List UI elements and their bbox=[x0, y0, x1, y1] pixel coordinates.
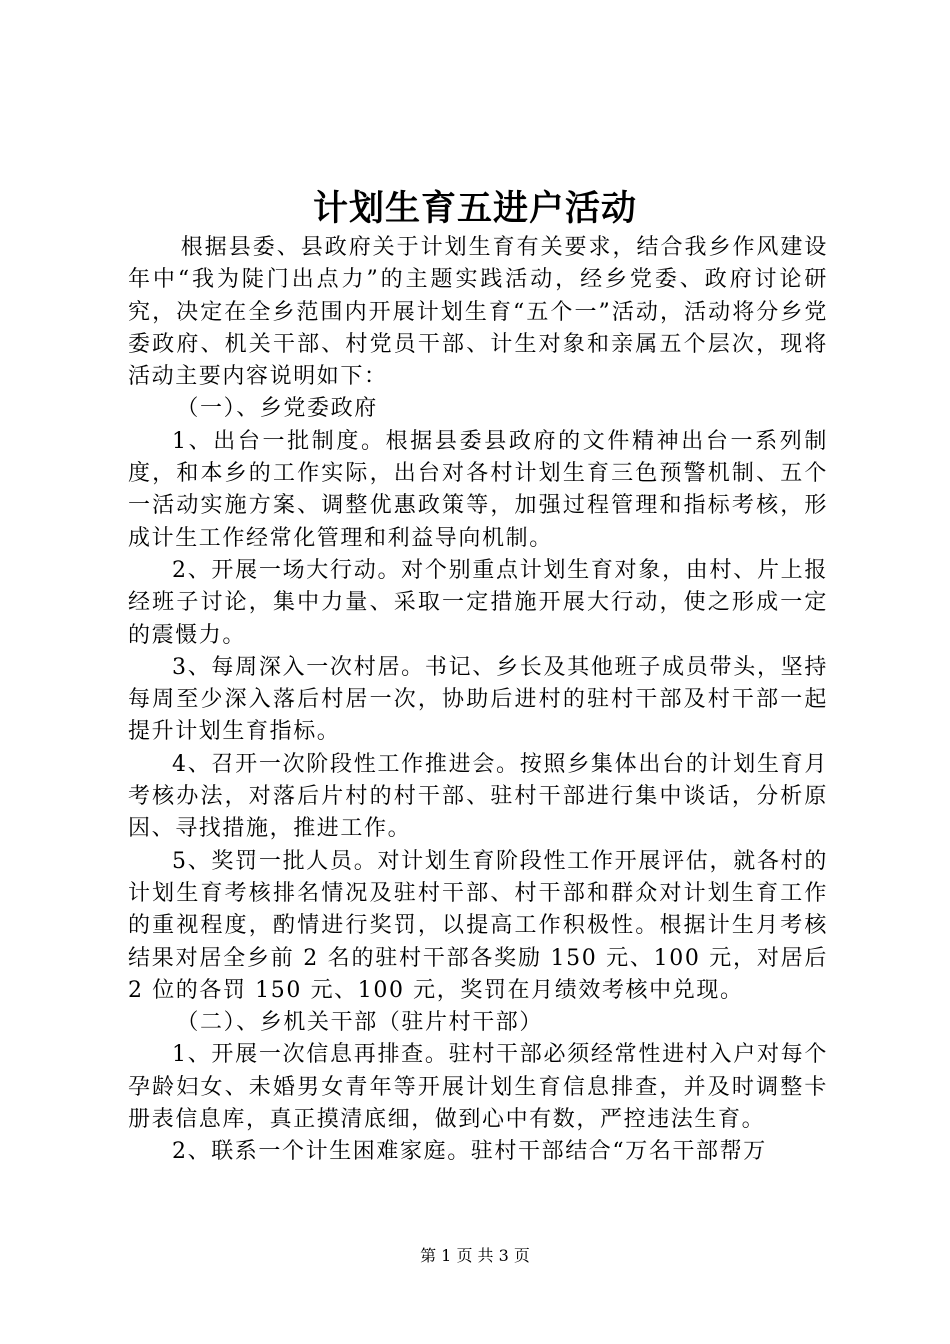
paragraph-item: 2、联系一个计生困难家庭。驻村干部结合“万名干部帮万 bbox=[172, 1139, 767, 1165]
document-title: 计划生育五进户活动 bbox=[312, 188, 637, 229]
paragraph-item: 3、每周深入一次村居。书记、乡长及其他班子成员带头，坚持每周至少深入落后村居一次，协助后进村的驻村干部及村干部一起提升计划生育指标。 bbox=[128, 654, 828, 745]
document-body bbox=[128, 232, 828, 1169]
paragraph-item: 4、召开一次阶段性工作推进会。按照乡集体出台的计划生育月考核办法，对落后片村的村干部、驻村干部进行集中谈话，分析原因、寻找措施，推进工作。 bbox=[128, 751, 828, 842]
paragraph-item: 2、开展一场大行动。对个别重点计划生育对象，由村、片上报经班子讨论，集中力量、采取一定措施开展大行动，使之形成一定的震慑力。 bbox=[128, 557, 828, 648]
paragraph-item: 5、奖罚一批人员。对计划生育阶段性工作开展评估，就各村的计划生育考核排名情况及驻村干部、村干部和群众对计划生育工作的重视程度，酌情进行奖罚，以提高工作积极性。根据计生月考核结果对居全乡前 2 名的驻村干部各奖励 150 元、100 元，对居后 2 位的各罚 150 元、100 元，奖罚在月绩效考核中兑现。 bbox=[128, 848, 828, 1003]
section-heading-1: （一）、乡党委政府 bbox=[176, 396, 378, 422]
paragraph-item: 1、出台一批制度。根据县委县政府的文件精神出台一系列制度，和本乡的工作实际，出台对各村计划生育三色预警机制、五个一活动实施方案、调整优惠政策等，加强过程管理和指标考核，形成计生工作经常化管理和利益导向机制。 bbox=[128, 428, 828, 551]
paragraph-item: 1、开展一次信息再排查。驻村干部必须经常性进村入户对每个孕龄妇女、未婚男女青年等开展计划生育信息排查，并及时调整卡册表信息库，真正摸清底细，做到心中有数，严控违法生育。 bbox=[128, 1042, 828, 1133]
section-heading-2: （二）、乡机关干部（驻片村干部） bbox=[176, 1010, 543, 1036]
intro-paragraph: 根据县委、县政府关于计划生育有关要求，结合我乡作风建设年中“我为陡门出点力”的主题实践活动，经乡党委、政府讨论研究，决定在全乡范围内开展计划生育“五个一”活动，活动将分乡党委政府、机关干部、村党员干部、计生对象和亲属五个层次，现将活动主要内容说明如下： bbox=[128, 235, 828, 390]
page-number-footer: 第 1 页 共 3 页 bbox=[420, 1246, 530, 1265]
